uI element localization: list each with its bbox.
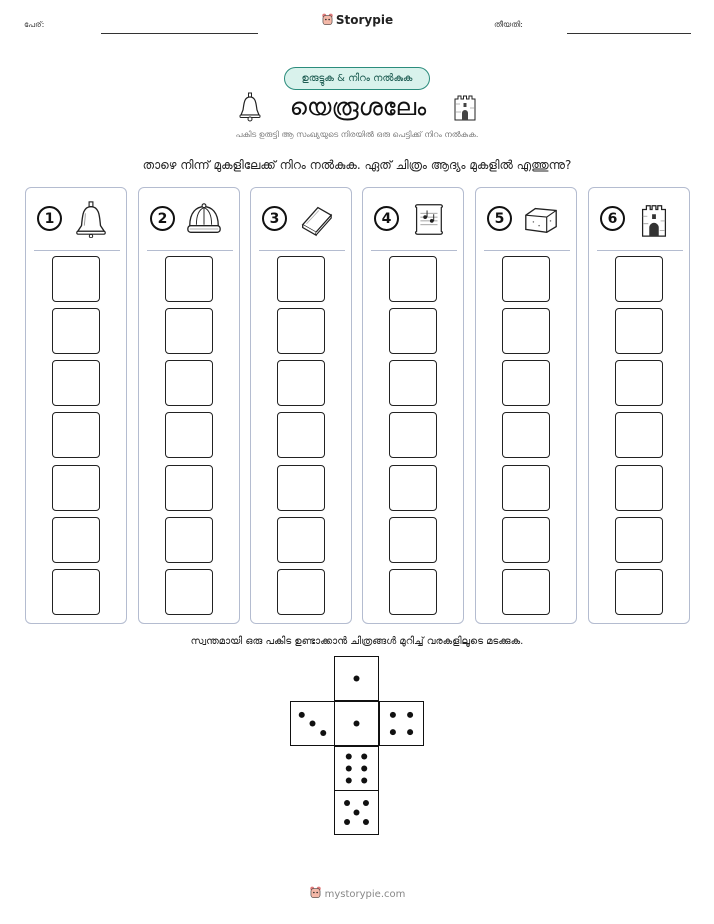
column-4 <box>362 187 464 624</box>
color-box[interactable] <box>502 256 550 302</box>
color-box[interactable] <box>277 308 325 354</box>
stone-block-icon <box>522 200 560 238</box>
dice-face-3 <box>290 701 335 746</box>
color-box[interactable] <box>389 360 437 406</box>
color-box[interactable] <box>615 517 663 563</box>
dice-face-6 <box>334 746 379 791</box>
column-6 <box>588 187 690 624</box>
color-box[interactable] <box>502 360 550 406</box>
column-number: 2 <box>150 206 175 231</box>
question: താഴെ നിന്ന് മുകളിലേക്ക് നിറം നൽകുക. ഏത് ചിത്രം ആദ്യം മുകളിൽ എത്തുന്നു? <box>142 158 572 172</box>
color-box[interactable] <box>615 360 663 406</box>
divider <box>259 250 345 251</box>
name-line[interactable] <box>101 33 258 34</box>
color-box[interactable] <box>389 256 437 302</box>
color-box[interactable] <box>277 412 325 458</box>
column-2 <box>138 187 240 624</box>
brand-logo <box>0 13 714 27</box>
color-box[interactable] <box>615 465 663 511</box>
date-label: തീയതി: <box>494 20 523 29</box>
color-box[interactable] <box>52 569 100 615</box>
column-number: 5 <box>487 206 512 231</box>
column-number: 4 <box>374 206 399 231</box>
color-box[interactable] <box>165 256 213 302</box>
color-box[interactable] <box>389 517 437 563</box>
color-box[interactable] <box>615 308 663 354</box>
color-box[interactable] <box>277 256 325 302</box>
color-box[interactable] <box>615 412 663 458</box>
activity-badge: ഉരുട്ടുക & നിറം നൽകുക <box>284 67 430 90</box>
dice-instruction: സ്വന്തമായി ഒരു പകിട ഉണ്ടാക്കാൻ ചിത്രങ്ങൾ മുറിച്ച് വരകളിലൂടെ മടക്കുക. <box>190 636 524 647</box>
color-box[interactable] <box>502 465 550 511</box>
castle-tower-icon <box>635 200 673 238</box>
mascot-icon <box>321 13 334 26</box>
color-box[interactable] <box>389 569 437 615</box>
color-box[interactable] <box>52 465 100 511</box>
color-box[interactable] <box>502 517 550 563</box>
name-label: പേര്: <box>24 20 45 29</box>
color-box[interactable] <box>52 360 100 406</box>
column-number: 3 <box>262 206 287 231</box>
color-box[interactable] <box>277 360 325 406</box>
color-box[interactable] <box>52 412 100 458</box>
color-box[interactable] <box>52 517 100 563</box>
color-box[interactable] <box>615 256 663 302</box>
divider <box>147 250 233 251</box>
color-box[interactable] <box>277 517 325 563</box>
column-number: 6 <box>600 206 625 231</box>
divider <box>371 250 457 251</box>
dice-face-1 <box>334 701 379 746</box>
title-row <box>0 92 714 122</box>
castle-tower-icon <box>454 93 476 121</box>
dice-face-4 <box>379 701 424 746</box>
bell-icon <box>72 200 110 238</box>
date-line[interactable] <box>567 33 691 34</box>
color-box[interactable] <box>502 412 550 458</box>
color-box[interactable] <box>389 412 437 458</box>
subtitle: പകിട ഉരുട്ടി ആ സംഖ്യയുടെ നിരയിൽ ഒരു പെട്ടിക്ക് നിറം നൽകുക. <box>235 130 479 139</box>
color-box[interactable] <box>165 569 213 615</box>
color-box[interactable] <box>502 308 550 354</box>
page-title: യെരൂശലേം <box>289 93 427 121</box>
column-1 <box>25 187 127 624</box>
divider <box>34 250 120 251</box>
color-box[interactable] <box>52 308 100 354</box>
book-icon <box>297 200 335 238</box>
color-box[interactable] <box>277 465 325 511</box>
color-box[interactable] <box>389 308 437 354</box>
color-box[interactable] <box>277 569 325 615</box>
color-box[interactable] <box>502 569 550 615</box>
color-box[interactable] <box>165 465 213 511</box>
cap-icon <box>185 200 223 238</box>
footer-url: mystorypie.com <box>324 889 406 900</box>
scroll-icon <box>409 200 447 238</box>
color-box[interactable] <box>165 308 213 354</box>
color-box[interactable] <box>165 412 213 458</box>
brand-name: Storypie <box>335 13 394 27</box>
color-box[interactable] <box>165 360 213 406</box>
color-box[interactable] <box>165 517 213 563</box>
color-box[interactable] <box>389 465 437 511</box>
column-3 <box>250 187 352 624</box>
mascot-icon <box>309 886 322 899</box>
column-5 <box>475 187 577 624</box>
color-box[interactable] <box>615 569 663 615</box>
divider <box>597 250 683 251</box>
color-box[interactable] <box>52 256 100 302</box>
divider <box>484 250 570 251</box>
dice-face-1 <box>334 656 379 701</box>
footer <box>0 886 714 900</box>
bell-icon <box>238 92 262 122</box>
dice-face-5 <box>334 790 379 835</box>
column-number: 1 <box>37 206 62 231</box>
